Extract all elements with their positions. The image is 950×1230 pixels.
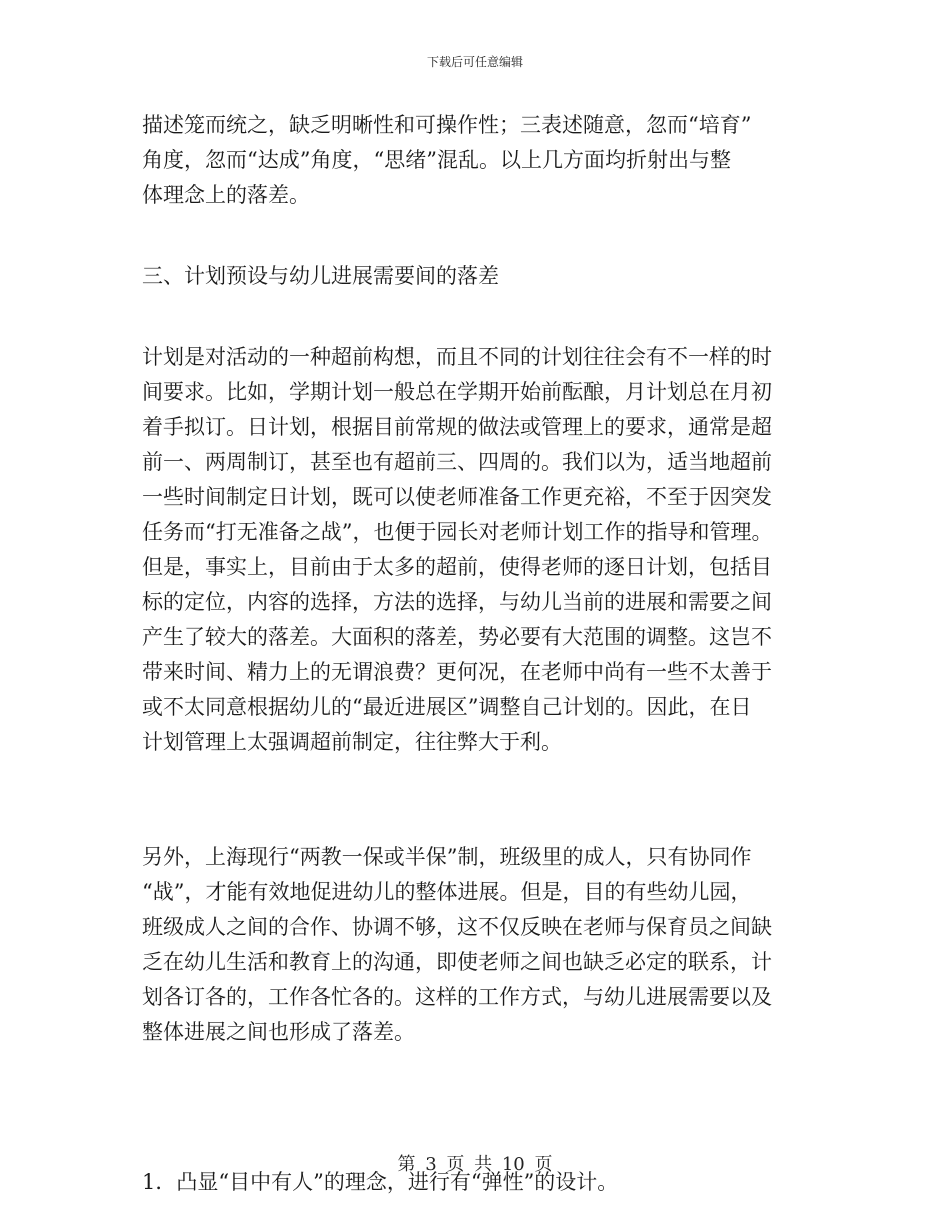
- paragraph-plan-timing: 计划是对活动的一种超前构想，而且不同的计划往往会有不一样的时 间要求。比如，学期计划一般总在学期开始前酝酿，月计划总在月初 着手拟订。日计划，根据目前常规的做法或管理上的要求，通常是超 前一、两周制订，甚至也有超前三、四周的。我们以为，适当地超前 一些时间制定日计划，既可以使老师准备工作更充裕，不至于因突发 任务而“打无准备之战”，也便于园长对老师计划工作的指导和管理。 但是，事实上，目前由于太多的超前，使得老师的逐日计划，包括目 标的定位，内容的选择，方法的选择，与幼儿当前的进展和需要之间 产生了较大的落差。大面积的落差，势必要有大范围的调整。这岂不 带来时间、精力上的无谓浪费？更何况，在老师中尚有一些不太善于 或不太同意根据幼儿的“最近进展区”调整自己计划的。因此，在日 计划管理上太强调超前制定，往往弊大于利。: [142, 345, 773, 754]
- numbered-item-1: 1．凸显“目中有人”的理念，进行有“弹性”的设计。: [142, 1170, 619, 1194]
- paragraph-class-cooperation: 另外，上海现行“两教一保或半保”制，班级里的成人，只有协同作 “战”，才能有效地促进幼儿的整体进展。但是，目的有些幼儿园， 班级成人之间的合作、协调不够，这不仅反映在老师与保育员之间缺 乏在幼儿生活和教育上的沟通，即使老师之间也缺乏必定的联系，计 划各订各的，工作各忙各的。这样的工作方式，与幼儿进展需要以及 整体进展之间也形成了落差。: [142, 845, 772, 1044]
- document-body: [142, 108, 814, 1200]
- page-header: 下载后可任意编辑: [426, 55, 523, 69]
- page-footer-page-number: 第 3 页 共 10 页: [397, 1154, 553, 1175]
- paragraph-summary-continuation: 描述笼而统之，缺乏明晰性和可操作性；三表述随意，忽而“培育” 角度，忽而“达成”角度，“思绪”混乱。以上几方面均折射出与整 体理念上的落差。: [142, 113, 752, 207]
- section-heading-3: 三、计划预设与幼儿进展需要间的落差: [142, 264, 499, 288]
